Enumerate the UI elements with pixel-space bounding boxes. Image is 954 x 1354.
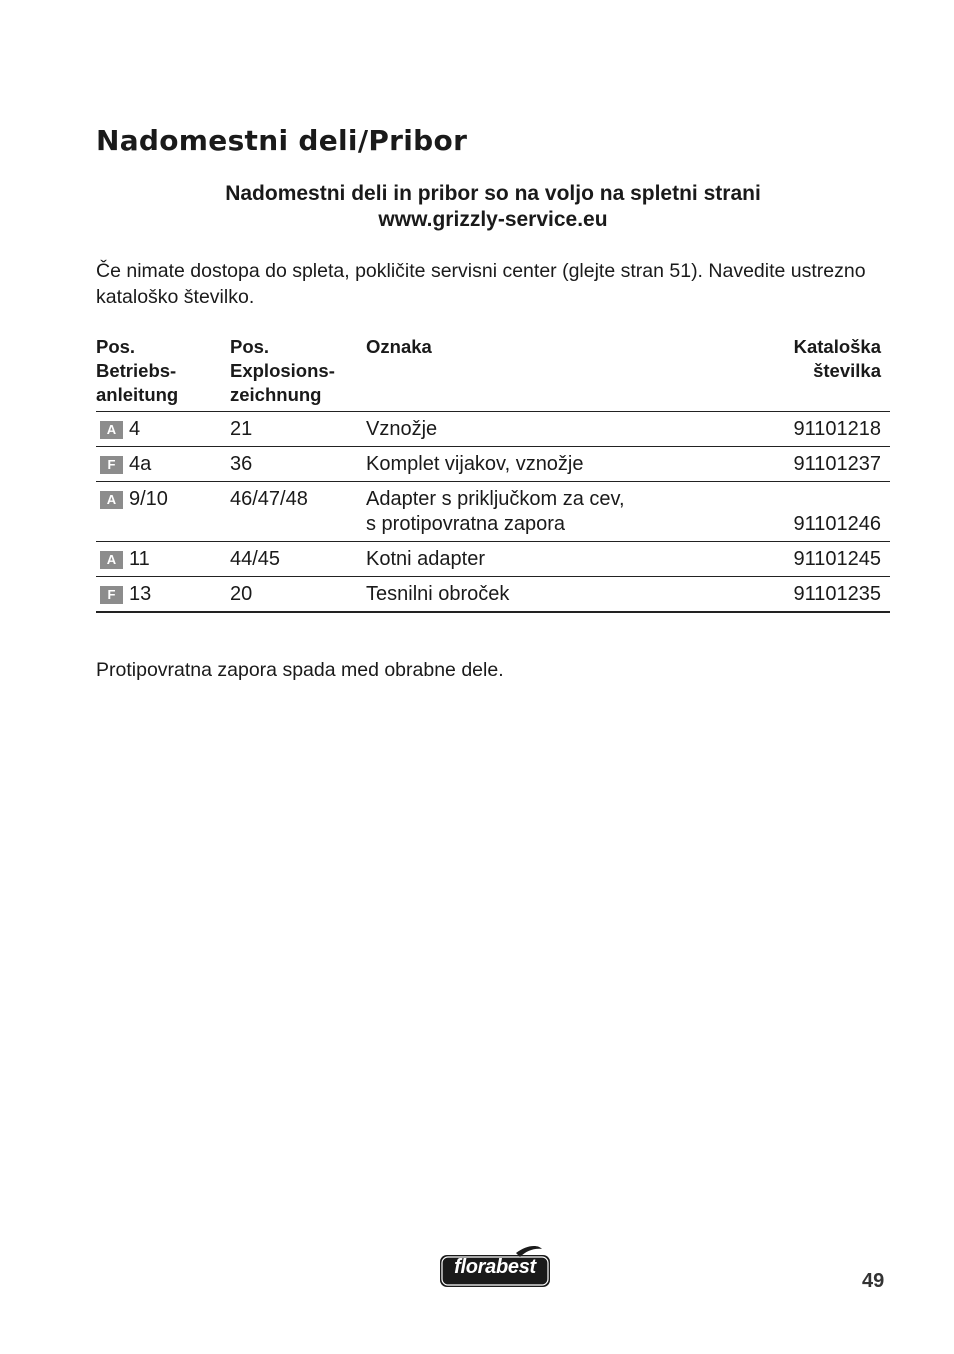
header-text: Explosions- [230, 360, 335, 381]
header-text: Betriebs- [96, 360, 177, 381]
pos-exploded: 21 [230, 412, 366, 447]
pos-exploded: 36 [230, 447, 366, 482]
table-row [96, 412, 890, 447]
subheading-line-1: Nadomestni deli in pribor so na voljo na spletni strani [225, 182, 761, 205]
table-row [96, 577, 890, 613]
figure-badge: A [100, 421, 123, 439]
header-text: anleitung [96, 384, 179, 405]
header-text: zeichnung [230, 384, 322, 405]
catalog-number: 91101245 [748, 542, 890, 577]
logo-wordmark: florabest [454, 1256, 536, 1278]
intro-paragraph [96, 258, 896, 310]
parts-table-header [96, 333, 890, 412]
header-row [96, 333, 890, 412]
table-row [96, 542, 890, 577]
pos-exploded: 44/45 [230, 542, 366, 577]
part-name: Komplet vijakov, vznožje [366, 453, 584, 475]
part-name: Adapter s priključkom za cev, [366, 488, 625, 510]
pos-exploded: 20 [230, 577, 366, 613]
pos-exploded: 46/47/48 [230, 482, 366, 542]
header-text: Pos. [96, 336, 136, 357]
parts-table [96, 333, 890, 613]
figure-badge: A [100, 491, 123, 509]
catalog-number: 91101246 [748, 482, 890, 542]
pos-manual: 4a [129, 453, 152, 475]
parts-table-body [96, 412, 890, 613]
pos-manual: 13 [129, 583, 152, 605]
intro-line-2: kataloško številko. [96, 286, 255, 308]
page-number: 49 [862, 1270, 885, 1292]
figure-badge: A [100, 551, 123, 569]
page-title: Nadomestni deli/Pribor [96, 124, 468, 157]
pos-manual: 11 [129, 548, 150, 570]
part-name: s protipovratna zapora [366, 513, 566, 535]
catalog-number: 91101237 [748, 447, 890, 482]
intro-line-1: Če nimate dostopa do spleta, pokličite servisni center (glejte stran 51). Navedite ustrezno [96, 260, 866, 282]
header-text: Pos. [230, 336, 270, 357]
header-designation [366, 333, 748, 412]
catalog-number: 91101235 [748, 577, 890, 613]
header-text: številka [813, 360, 881, 381]
header-pos-exploded [230, 333, 366, 412]
table-row [96, 482, 890, 542]
pos-manual: 4 [129, 418, 141, 440]
pos-manual: 9/10 [129, 488, 168, 510]
subheading [96, 181, 890, 233]
part-name: Kotni adapter [366, 548, 485, 570]
catalog-number: 91101218 [748, 412, 890, 447]
part-name: Vznožje [366, 418, 438, 440]
header-catalog-number [748, 333, 890, 412]
figure-badge: F [100, 456, 123, 474]
header-pos-manual [96, 333, 230, 412]
figure-badge: F [100, 586, 123, 604]
subheading-url: www.grizzly-service.eu [378, 208, 608, 231]
header-text: Kataloška [793, 336, 881, 357]
part-name: Tesnilni obroček [366, 583, 510, 605]
wear-parts-note: Protipovratna zapora spada med obrabne dele. [96, 659, 504, 681]
table-row [96, 447, 890, 482]
header-text: Oznaka [366, 336, 432, 357]
